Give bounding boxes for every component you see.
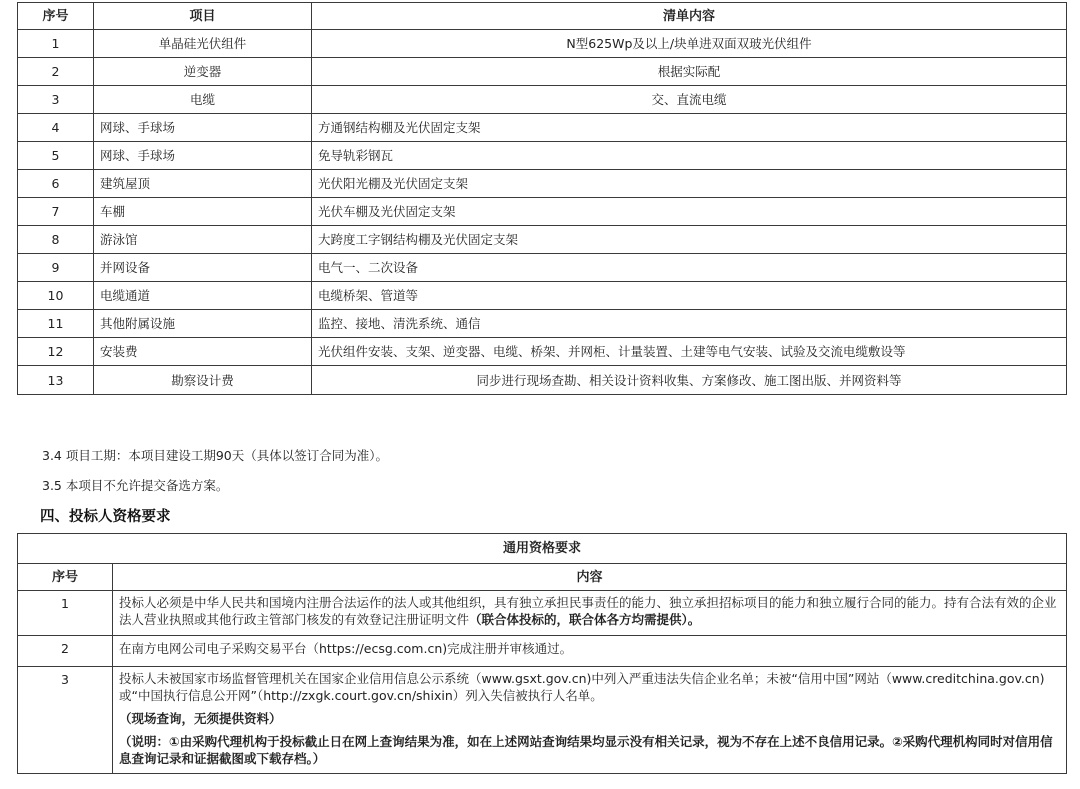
row-no: 8 (18, 226, 94, 254)
qualification-table (17, 533, 1067, 774)
row-item: 网球、手球场 (94, 142, 312, 170)
table-row (18, 591, 1067, 636)
requirement-explanation: （说明：①由采购代理机构于投标截止日在网上查询结果为准，如在上述网站查询结果均显示没有相关记录，视为不存在上述不良信用记录。②采购代理机构同时对信用信息查询记录和证据截图或下载存档。） (119, 734, 1053, 766)
table-row (18, 282, 1067, 310)
row-no: 1 (18, 30, 94, 58)
row-item: 网球、手球场 (94, 114, 312, 142)
table-row (18, 338, 1067, 366)
row-content: 在南方电网公司电子采购交易平台（https://ecsg.com.cn)完成注册并审核通过。 (113, 636, 1067, 667)
table-row (18, 198, 1067, 226)
row-item: 安装费 (94, 338, 312, 366)
header-no: 序号 (18, 3, 94, 30)
table-row (18, 86, 1067, 114)
row-content (113, 667, 1067, 774)
alternative-plan-paragraph: 3.5 本项目不允许提交备选方案。 (42, 478, 229, 493)
requirement-text: 投标人未被国家市场监督管理机关在国家企业信用信息公示系统（www.gsxt.gov.cn)中列入严重违法失信企业名单；未被“信用中国”网站（www.creditchina.gov.cn)或“中国执行信息公开网”（http://zxgk.court.gov.cn/shixin）列入失信被执行人名单。 (119, 671, 1045, 703)
row-content: 监控、接地、清洗系统、通信 (312, 310, 1067, 338)
table-title-row (18, 534, 1067, 564)
table-row (18, 667, 1067, 774)
row-item: 电缆 (94, 86, 312, 114)
header-content: 内容 (113, 564, 1067, 591)
row-no: 5 (18, 142, 94, 170)
row-item: 电缆通道 (94, 282, 312, 310)
table-row (18, 366, 1067, 395)
table-row (18, 636, 1067, 667)
row-no: 12 (18, 338, 94, 366)
row-no: 4 (18, 114, 94, 142)
table-row (18, 226, 1067, 254)
row-content (113, 591, 1067, 636)
row-item: 游泳馆 (94, 226, 312, 254)
row-no: 9 (18, 254, 94, 282)
row-content: 电缆桥架、管道等 (312, 282, 1067, 310)
row-item: 并网设备 (94, 254, 312, 282)
row-item: 单晶硅光伏组件 (94, 30, 312, 58)
row-content: 免导轨彩钢瓦 (312, 142, 1067, 170)
header-no: 序号 (18, 564, 113, 591)
row-item: 车棚 (94, 198, 312, 226)
table-title: 通用资格要求 (18, 534, 1067, 564)
project-list-table (17, 2, 1067, 395)
row-no: 2 (18, 58, 94, 86)
row-content: 光伏组件安装、支架、逆变器、电缆、桥架、并网柜、计量装置、土建等电气安装、试验及交流电缆敷设等 (312, 338, 1067, 366)
row-no: 1 (18, 591, 113, 636)
row-no: 3 (18, 86, 94, 114)
row-item: 建筑屋顶 (94, 170, 312, 198)
row-content: 光伏阳光棚及光伏固定支架 (312, 170, 1067, 198)
row-no: 7 (18, 198, 94, 226)
row-item: 逆变器 (94, 58, 312, 86)
row-item: 勘察设计费 (94, 366, 312, 395)
table-header-row (18, 564, 1067, 591)
schedule-paragraph: 3.4 项目工期：本项目建设工期90天（具体以签订合同为准）。 (42, 448, 389, 463)
row-content: 光伏车棚及光伏固定支架 (312, 198, 1067, 226)
row-no: 2 (18, 636, 113, 667)
requirement-bold-note: （联合体投标的，联合体各方均需提供）。 (469, 612, 701, 627)
row-no: 6 (18, 170, 94, 198)
table-row (18, 254, 1067, 282)
table-header-row (18, 3, 1067, 30)
table-row (18, 310, 1067, 338)
requirement-bold-note: （现场查询，无须提供资料） (119, 711, 282, 726)
row-content: 大跨度工字钢结构棚及光伏固定支架 (312, 226, 1067, 254)
table-row (18, 142, 1067, 170)
row-content: N型625Wp及以上/块单进双面双玻光伏组件 (312, 30, 1067, 58)
row-content: 根据实际配 (312, 58, 1067, 86)
table-row (18, 30, 1067, 58)
section-heading: 四、投标人资格要求 (40, 509, 171, 525)
row-no: 10 (18, 282, 94, 310)
header-item: 项目 (94, 3, 312, 30)
row-item: 其他附属设施 (94, 310, 312, 338)
row-content: 方通钢结构棚及光伏固定支架 (312, 114, 1067, 142)
row-content: 电气一、二次设备 (312, 254, 1067, 282)
header-content: 清单内容 (312, 3, 1067, 30)
row-content: 同步进行现场查勘、相关设计资料收集、方案修改、施工图出版、并网资料等 (312, 366, 1067, 395)
row-content: 交、直流电缆 (312, 86, 1067, 114)
row-no: 13 (18, 366, 94, 395)
requirement-text: 投标人必须是中华人民共和国境内注册合法运作的法人或其他组织，具有独立承担民事责任的能力、独立承担招标项目的能力和独立履行合同的能力。持有合法有效的企业法人营业执照或其他行政主管部门核发的有效登记注册证明文件 (119, 595, 1057, 627)
table-row (18, 170, 1067, 198)
row-no: 11 (18, 310, 94, 338)
row-no: 3 (18, 667, 113, 774)
table-row (18, 114, 1067, 142)
table-row (18, 58, 1067, 86)
